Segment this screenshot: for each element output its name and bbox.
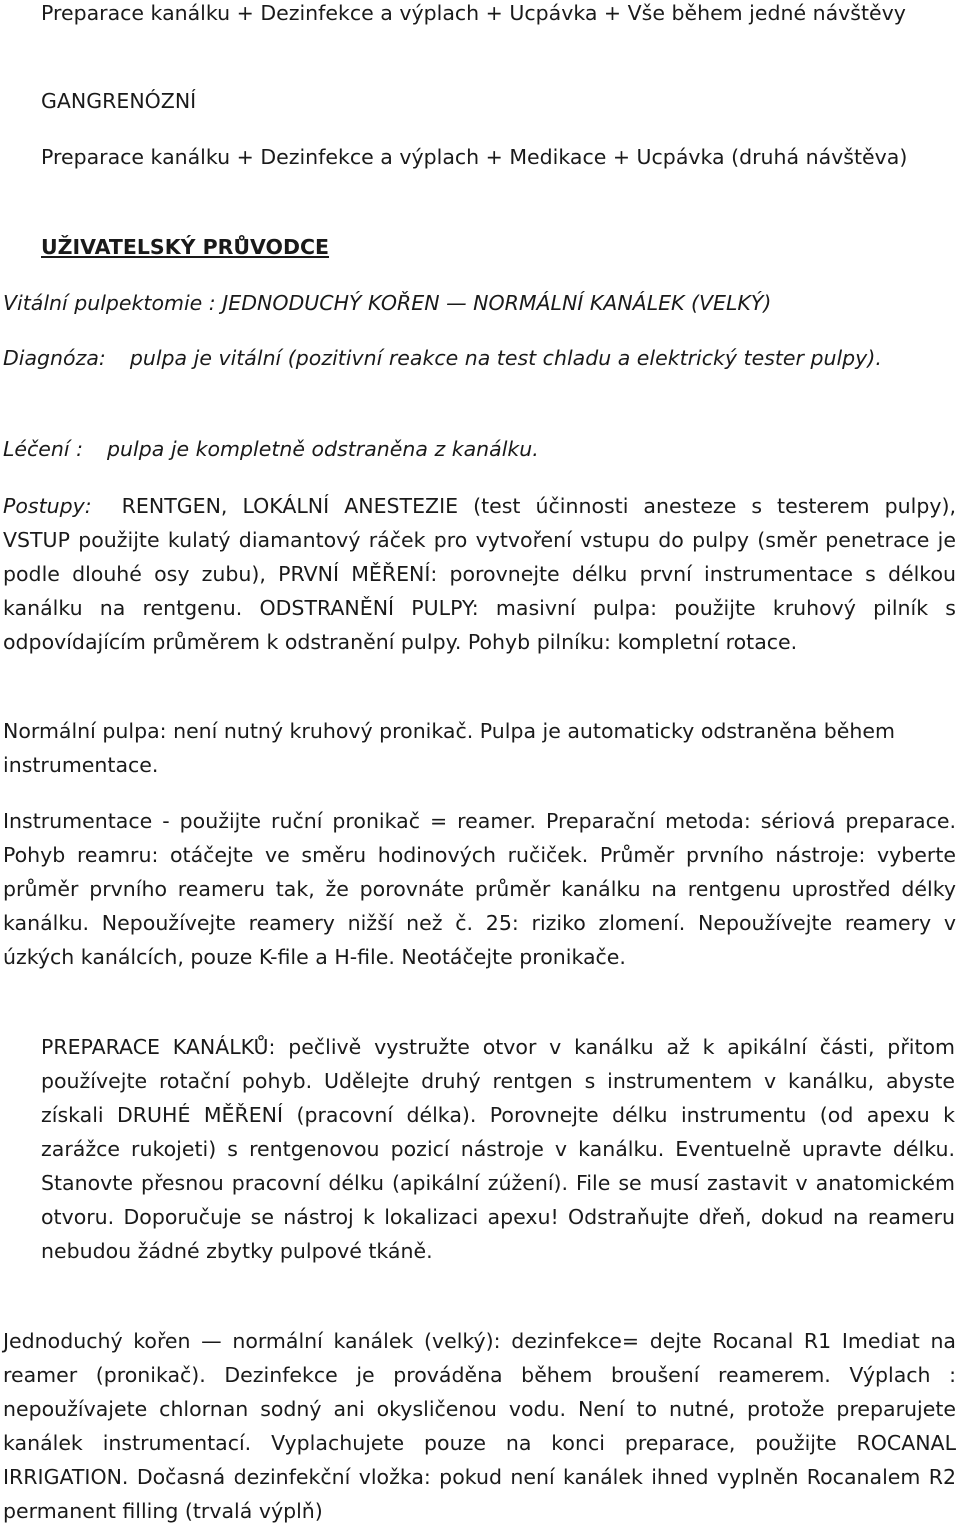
disinfection-paragraph: Jednoduchý kořen — normální kanálek (velký): dezinfekce= dejte Rocanal R1 Imediat na reamer (pronikač). Dezinfekce je prováděna během broušení reamerem. Výplach : nepoužívajete chlornan sodný ani okysličenou vodu. Není to nutné, protože preparujete kanálek instrumentací. Vyplachujete pouze na konci preparace, použijte ROCANAL IRRIGATION. Dočasná dezinfekční vložka: pokud není kanálek ihned vyplněn Rocanalem R2 permanent filling (trvalá výplň) bbox=[3, 1329, 956, 1523]
procedures-text: RENTGEN, LOKÁLNÍ ANESTEZIE (test účinnosti anesteze s testerem pulpy), VSTUP použijte kulatý diamantový ráček pro vytvoření vstupu do pulpy (směr penetrace je podle dlouhé osy zubu), PRVNÍ MĚŘENÍ: porovnejte délku první instrumentace s délkou kanálku na rentgenu. ODSTRANĚNÍ PULPY: masivní pulpa: použijte kruhový pilník s odpovídajícím průměrem k odstranění pulpy. Pohyb pilníku: kompletní rotace. bbox=[3, 494, 956, 654]
vital-pulpectomy-title: Vitální pulpektomie : JEDNODUCHÝ KOŘEN — NORMÁLNÍ KANÁLEK (VELKÝ) bbox=[3, 291, 772, 315]
diagnosis-text: pulpa je vitální (pozitivní reakce na test chladu a elektrický tester pulpy). bbox=[129, 346, 882, 370]
paragraph-second-visit: Preparace kanálku + Dezinfekce a výplach + Medikace + Ucpávka (druhá návštěva) bbox=[41, 145, 908, 169]
normal-pulp-paragraph: Normální pulpa: není nutný kruhový pronikač. Pulpa je automaticky odstraněna během instrumentace. bbox=[3, 719, 895, 777]
procedures-paragraph bbox=[3, 489, 956, 659]
diagnosis-paragraph bbox=[3, 341, 956, 375]
canal-preparation-paragraph: PREPARACE KANÁLKŮ: pečlivě vystružte otvor v kanálku až k apikální části, přitom používejte rotační pohyb. Udělejte druhý rentgen s instrumentem v kanálku, abyste získali DRUHÉ MĚŘENÍ (pracovní délka). Porovnejte délku instrumentu (od apexu k zarážce rukojeti) s rentgenovou pozicí nástroje v kanálku. Eventuelně upravte délku. Stanovte přesnou pracovní délku (apikální zúžení). File se musí zastavit v anatomickém otvoru. Doporučuje se nástroj k lokalizaci apexu! Odstraňujte dřeň, dokud na reameru nebudou žádné zbytky pulpové tkáně. bbox=[41, 1035, 955, 1263]
heading-user-guide: UŽIVATELSKÝ PRŮVODCE bbox=[41, 235, 330, 259]
instrumentation-paragraph: Instrumentace - použijte ruční pronikač = reamer. Preparační metoda: sériová preparace. Pohyb reamru: otáčejte ve směru hodinových ručiček. Průměr prvního nástroje: vyberte průměr prvního reameru tak, že porovnáte průměr kanálku na rentgenu uprostřed délky kanálku. Nepoužívejte reamery nižší než č. 25: riziko zlomení. Nepoužívejte reamery v úzkých kanálcích, pouze K-file a H-file. Neotáčejte pronikače. bbox=[3, 809, 956, 969]
procedures-label: Postupy: bbox=[3, 494, 92, 518]
diagnosis-label: Diagnóza: bbox=[3, 346, 106, 370]
heading-gangrenozni: GANGRENÓZNÍ bbox=[41, 89, 197, 113]
paragraph-single-visit: Preparace kanálku + Dezinfekce a výplach + Ucpávka + Vše během jedné návštěvy bbox=[41, 1, 906, 25]
treatment-paragraph bbox=[3, 432, 956, 466]
treatment-label: Léčení : bbox=[3, 437, 84, 461]
treatment-text: pulpa je kompletně odstraněna z kanálku. bbox=[107, 437, 539, 461]
